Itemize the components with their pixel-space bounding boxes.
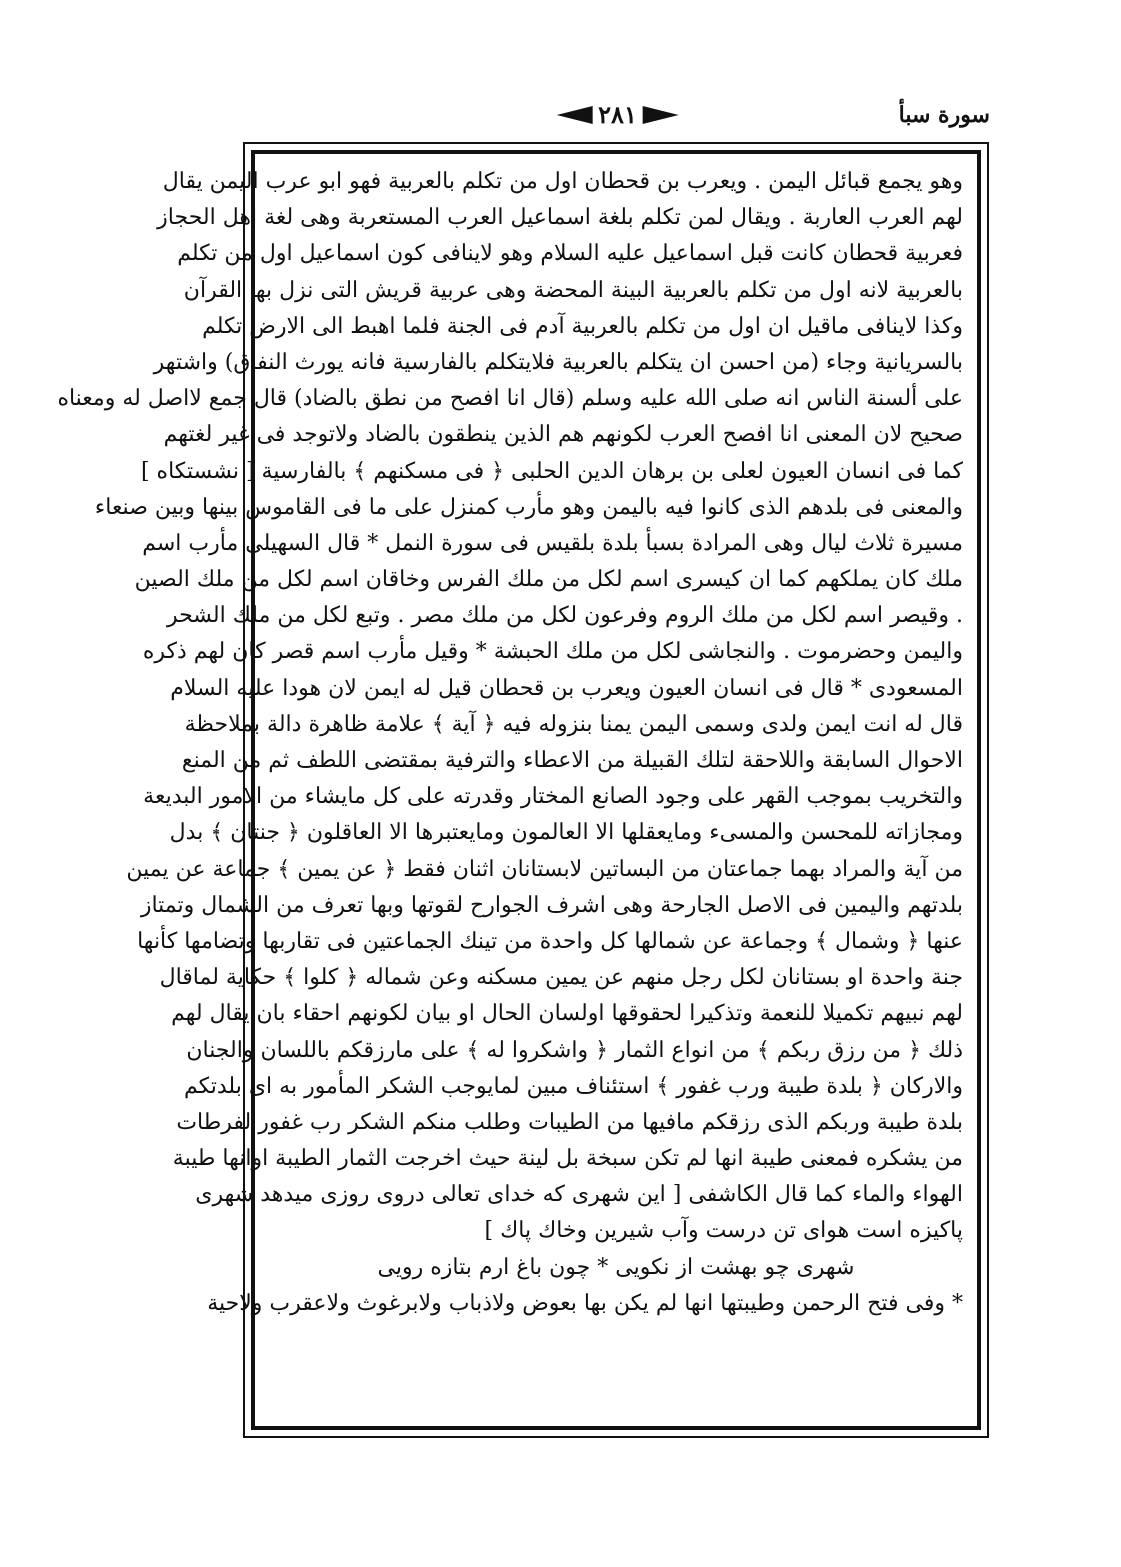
text-line: لهم العرب العاربة . ويقال لمن تكلم بلغة اسماعيل العرب المستعربة وهى لغة اهل الحجاز [157,205,963,231]
text-line: الهواء والماء كما قال الكاشفى [ اين شهرى كه خداى تعالى دروى روزى ميدهد شهرى [195,1182,963,1208]
text-line: المسعودى * قال فى انسان العيون ويعرب بن قحطان قيل له ايمن لان هودا عليه السلام [170,675,963,701]
text-line: جنة واحدة او بستانان لكل رجل منهم عن يمين مسكنه وعن شماله ﴿ كلوا ﴾ حكاية لماقال [159,965,963,991]
page-header [245,100,990,140]
page-number-ornament [556,100,679,129]
text-line: من آية والمراد بهما جماعتان من البساتين لابستانان اثنان فقط ﴿ عن يمين ﴾ جماعة عن يمين [126,856,963,882]
text-frame-inner [57,150,981,1430]
text-line: ذلك ﴿ من رزق ربكم ﴾ من انواع الثمار ﴿ واشكروا له ﴾ على مارزقكم باللسان والجنان [186,1037,963,1063]
text-line: بلدتهم واليمين فى الاصل الجارحة وهى اشرف الجوارح لقوتها وبها تعرف من الشمال وتمتاز [140,892,963,918]
text-line: مسيرة ثلاث ليال وهى المرادة بسبأ بلدة بلقيس فى سورة النمل * قال السهيلى مأرب اسم [142,530,963,556]
text-line: پاكيزه است هواى تن درست وآب شيرين وخاك پاك ] [484,1218,963,1244]
text-line: بالعربية لانه اول من تكلم بالعربية البينة المحضة وهى عربية قريش التى نزل بها القرآن [183,277,963,303]
final-text-line: * وفى فتح الرحمن وطيبتها انها لم يكن بها بعوض ولاذباب ولابرغوث ولاعقرب ولاحية [207,1290,963,1316]
text-line: صحيح لان المعنى انا افصح العرب لكونهم هم الذين ينطقون بالضاد ولاتوجد فى غير لغتهم [163,422,963,448]
persian-verse: شهرى چو بهشت از نكويى * چون باغ ارم بتازه رويى [377,1254,855,1280]
text-line: ملك كان يملكهم كما ان كيسرى اسم لكل من ملك الفرس وخاقان اسم لكل من ملك الصين [134,567,963,593]
text-line: واليمن وحضرموت . والنجاشى لكل من ملك الحبشة * وقيل مأرب اسم قصر كان لهم ذكره [142,639,963,665]
right-arrow-ornament [643,106,679,124]
text-line: والمعنى فى بلدهم الذى كانوا فيه باليمن وهو مأرب كمنزل على ما فى القاموس بينها وبين صنعاء [94,494,963,520]
text-line: وهو يجمع قبائل اليمن . ويعرب بن قحطان اول من تكلم بالعربية فهو ابو عرب اليمن يقال [162,169,963,194]
text-line: على ألسنة الناس انه صلى الله عليه وسلم (قال انا افصح من نطق بالضاد) قال جمع لااصل له ومعناه [57,386,963,412]
page-number: ٢٨١ [598,100,637,129]
text-line: عنها ﴿ وشمال ﴾ وجماعة عن شمالها كل واحدة من تينك الجماعتين فى تقاربها وتضامها كأنها [137,928,963,954]
body-text [57,164,963,1322]
text-line: كما فى انسان العيون لعلى بن برهان الدين الحلبى ﴿ فى مسكنهم ﴾ بالفارسية [ نشستكاه ] [140,458,963,484]
text-line: والتخريب بموجب القهر على وجود الصانع المختار وقدرته على كل مايشاء من الامور البديعة [143,784,963,810]
text-line: قال له انت ايمن ولدى وسمى اليمن يمنا بنزوله فيه ﴿ آية ﴾ علامة ظاهرة دالة بملاحظة [184,711,963,737]
text-frame [57,142,989,1438]
text-line: ومجازاته للمحسن والمسىء ومايعقلها الا العالمون ومايعتبرها الا العاقلون ﴿ جنتان ﴾ بدل [169,820,963,846]
text-line: لهم نبيهم تكميلا للنعمة وتذكيرا لحقوقها اولسان الحال او بيان لكونهم احقاء بان يقال لهم [171,1001,963,1027]
text-line: وكذا لاينافى ماقيل ان اول من تكلم بالعربية آدم فى الجنة فلما اهبط الى الارض تكلم [202,313,963,339]
surah-title: سورة سبأ [898,102,990,128]
left-arrow-ornament [556,106,592,124]
text-line: بلدة طيبة وربكم الذى رزقكم مافيها من الطيبات وطلب منكم الشكر رب غفور لفرطات [176,1109,963,1135]
text-line: بالسريانية وجاء (من احسن ان يتكلم بالعربية فلايتكلم بالفارسية فانه يورث النفاق) واشتهر [153,349,963,375]
text-line: من يشكره فمعنى طيبة انها لم تكن سبخة بل لينة حيث اخرجت الثمار الطيبة اوانها طيبة [172,1146,963,1172]
text-line: والاركان ﴿ بلدة طيبة ورب غفور ﴾ استئناف مبين لمايوجب الشكر المأمور به اى بلدتكم [183,1073,963,1099]
text-line: الاحوال السابقة واللاحقة لتلك القبيلة من الاعطاء والترفية بمقتضى اللطف ثم من المنع [181,748,963,773]
text-line: . وقيصر اسم لكل من ملك الروم وفرعون لكل من ملك مصر . وتبع لكل من ملك الشحر [166,603,963,629]
text-line: فعربية قحطان كانت قبل اسماعيل عليه السلام وهو لاينافى كون اسماعيل اول من تكلم [177,241,963,267]
